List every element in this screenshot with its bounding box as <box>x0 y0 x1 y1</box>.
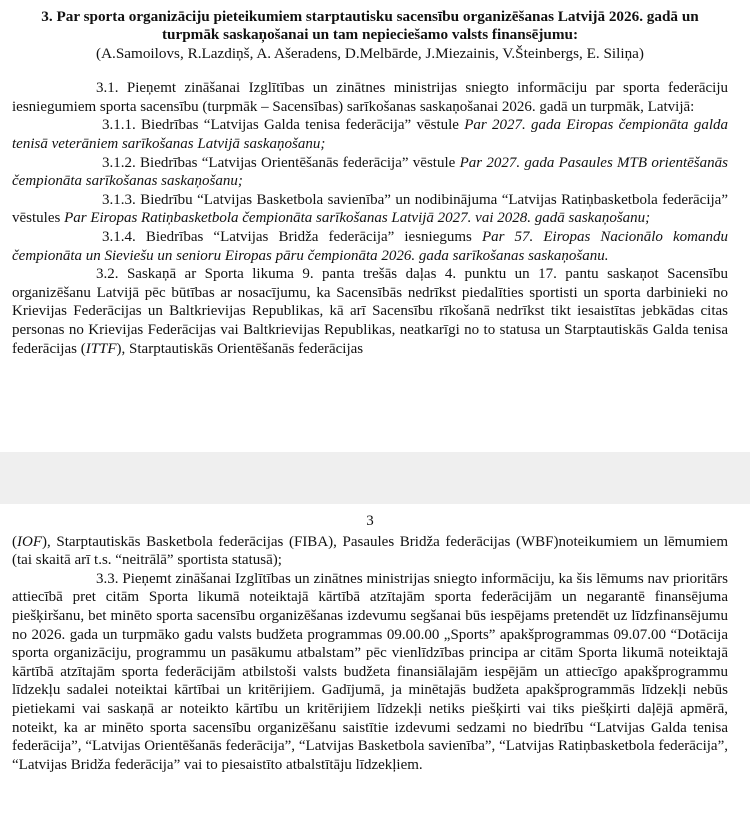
agenda-item-heading <box>12 8 728 63</box>
paragraph-3-2-continued: (IOF), Starptautiskās Basketbola federācijas (FIBA), Pasaules Bridža federācijas (WBF)noteikumiem un lēmumiem (tai skaitā arī t.s. “neitrālā” sportista statusā); <box>12 533 728 569</box>
paragraph-3-1-1: 3.1.1. Biedrības “Latvijas Galda tenisa federācija” vēstule Par 2027. gada Eiropas čempionāta galda tenisā veterāniem sarīkošanas Latvijā saskaņošanu; <box>12 117 728 152</box>
page-break-gap <box>0 452 750 504</box>
paragraph-3-1-2: 3.1.2. Biedrības “Latvijas Orientēšanās federācija” vēstule Par 2027. gada Pasaules MTB orientēšanās čempionāta sarīkošanas saskaņošanu; <box>12 154 728 190</box>
heading-title: 3. Par sporta organizāciju pieteikumiem starptautisku sacensību organizēšanas Latvijā 2026. gadā un turpmāk saskaņošanai un tam nepieciešamo valsts finansējumu: <box>41 8 699 44</box>
paragraph-3-1-3: 3.1.3. Biedrību “Latvijas Basketbola savienība” un nodibinājuma “Latvijas Ratiņbasketbola federācija” vēstules Par Eiropas Ratiņbasketbola čempionāta sarīkošanas Latvijā 2027. vai 2028. gadā saskaņošanu; <box>12 191 728 227</box>
page-number: 3 <box>366 513 374 529</box>
page-1-text <box>12 8 728 358</box>
paragraph-3-1: 3.1. Pieņemt zināšanai Izglītības un zinātnes ministrijas sniegto informāciju par sporta federāciju iesniegumiem sporta sacensību (turpmāk – Sacensības) sarīkošanas saskaņošanai 2026. gadā un turpmāk, Latvijā: <box>12 80 728 115</box>
paragraph-3-3: 3.3. Pieņemt zināšanai Izglītības un zinātnes ministrijas sniegto informāciju, ka šis lēmums nav prioritārs attiecībā pret citām Sporta likumā noteiktajā kārtībā atzītajām sporta federācijām un negarantē finansējuma piešķiršanu, bet minēto sporta sacensību organizēšanas izdevumu segšanai būs iespējams pretendēt uz līdzfinansējumu no 2026. gada un turpmāko gadu valsts budžeta programmas 09.00.00 „Sports” apakšprogrammas 09.07.00 “Dotācija sporta organizāciju, programmu un pasākumu atbalstam” pēc vienlīdzības principa ar citām Sporta likumā noteiktajā kārtībā atzītajām sporta federācijām atbilstoši valsts budžeta finansiālajām iespējām un attiecīgo apakšprogrammu līdzekļu sadalei noteiktai kārtībai un kritērijiem. Gadījumā, ja minētajās budžeta apakšprogrammās līdzekļi nebūs pietiekami vai saskaņā ar noteikto kārtību un kritērijiem līdzekļi netiks piešķirti vai tiks piešķirti daļējā apmērā, noteikt, ka ar minēto sporta sacensību organizēšanu saistītie izdevumi sedzami no biedrību “Latvijas Galda tenisa federācija”, “Latvijas Orientēšanās federācija”, “Latvijas Basketbola savienība”, “Latvijas Ratiņbasketbola federācija”, “Latvijas Bridža federācija” vai to piesaistīto atbalstītāju līdzekļiem. <box>12 570 728 773</box>
paragraph-3-1-4: 3.1.4. Biedrības “Latvijas Bridža federācija” iesniegums Par 57. Eiropas Nacionālo komandu čempionāta un Sieviešu un senioru Eiropas pāru čempionāta 2026. gada sarīkošanas saskaņošanu. <box>12 228 728 264</box>
authors-line: (A.Samoilovs, R.Lazdiņš, A. Ašeradens, D.Melbārde, J.Miezainis, V.Šteinbergs, E. Siliņa) <box>96 44 644 62</box>
paragraph-3-2: 3.2. Saskaņā ar Sporta likuma 9. panta trešās daļas 4. punktu un 17. pantu saskaņot Sacensību organizēšanu Latvijā pēc būtības ar nosacījumu, ka Sacensībās nedrīkst piedalīties sportisti un sporta darbinieki no Krievijas Federācijas un Baltkrievijas Republikas, kā arī Sacensību rīkošanā nedrīkst tikt iesaistītas jebkādas citas personas no Krievijas Federācijas vai Baltkrievijas Republikas, neatkarīgi no to statusa un Starptautiskās Galda tenisa federācijas (ITTF), Starptautiskās Orientēšanās federācijas <box>12 266 728 357</box>
page-2-text <box>12 512 728 774</box>
document-page-2 <box>0 504 750 827</box>
